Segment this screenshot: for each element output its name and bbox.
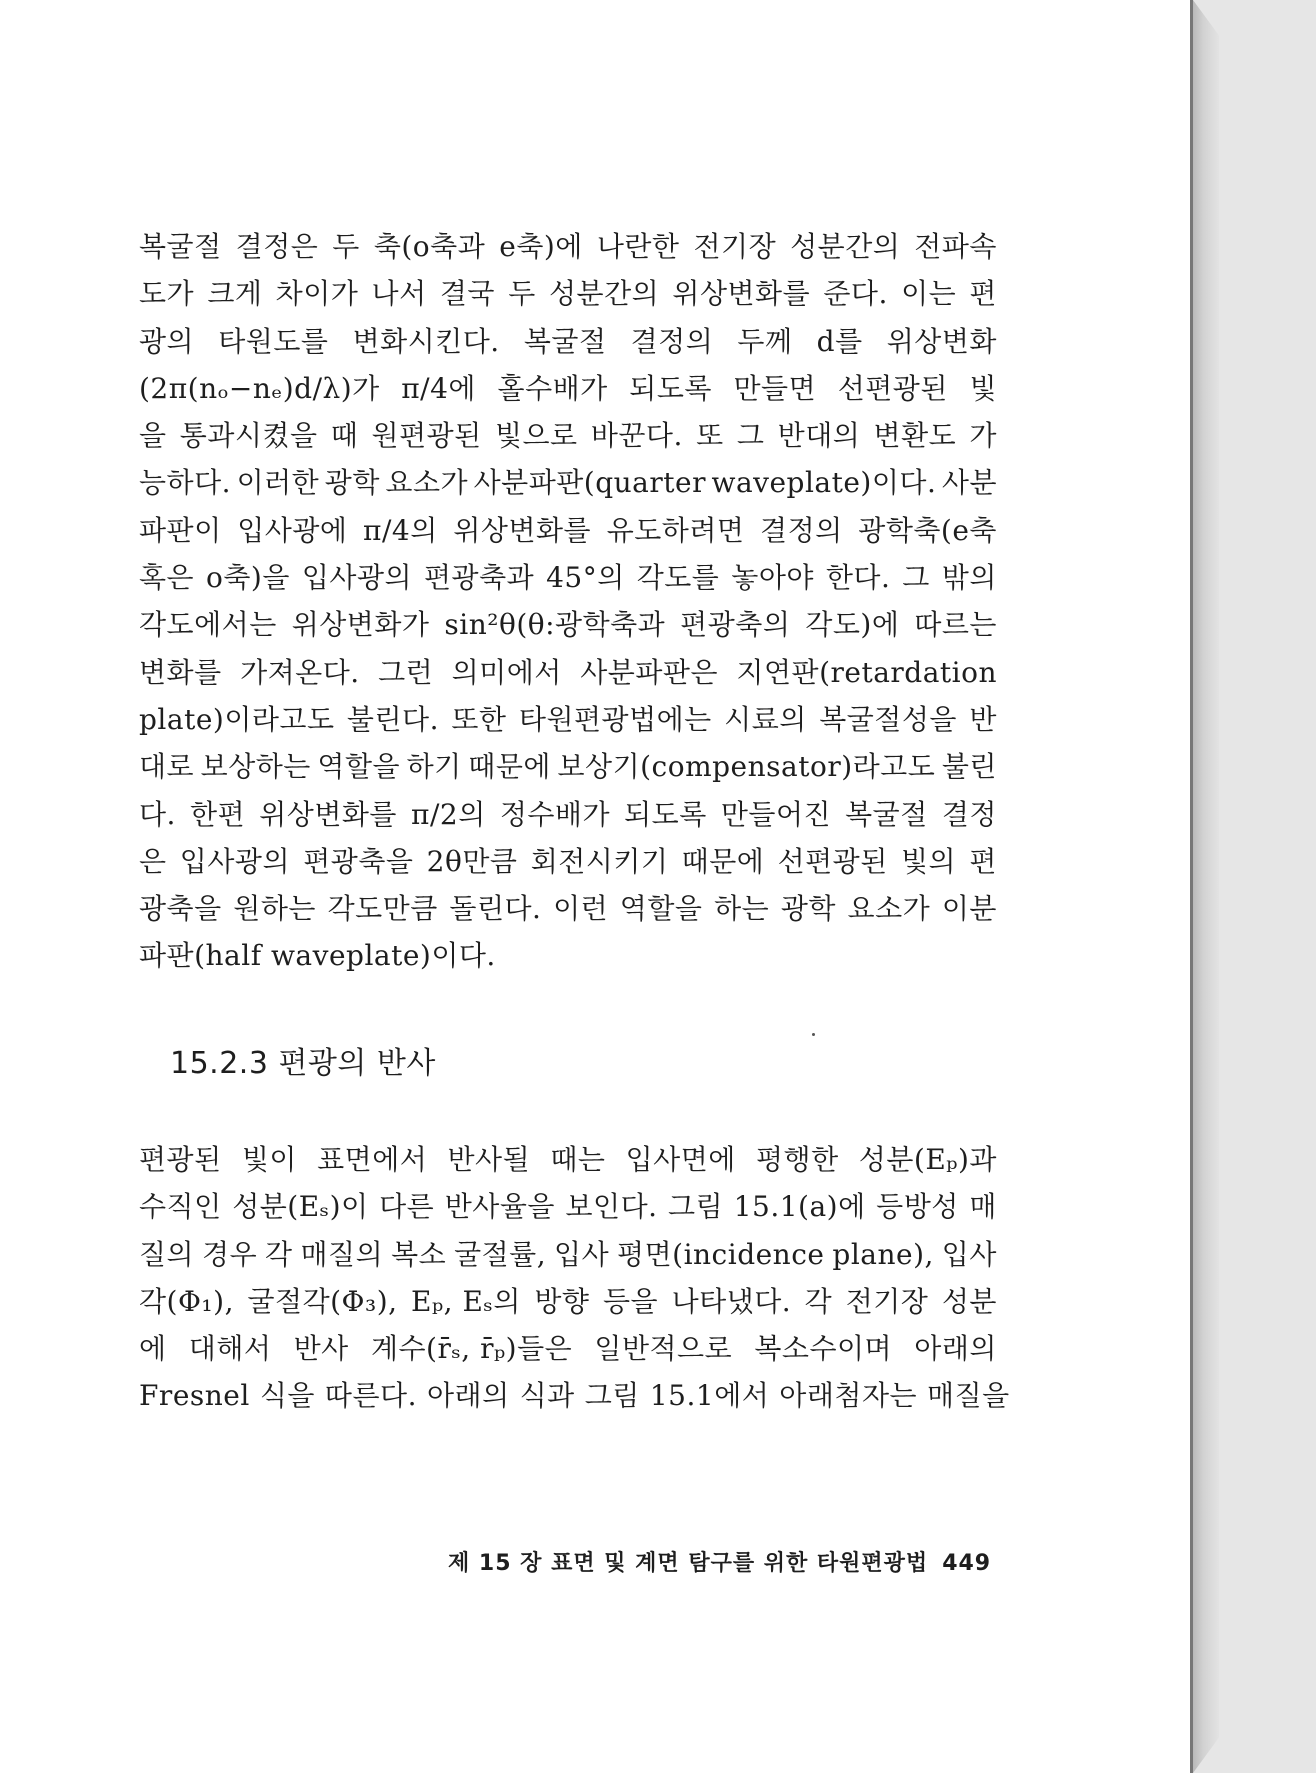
word: 에 [139,1332,167,1366]
word: 반대의 [777,419,861,453]
word: 타원편광법에는 [518,702,712,736]
page-edge-shadow [1193,0,1219,1773]
word: plane), [832,1237,934,1271]
word: 정수배가 [499,797,611,831]
word: 역할을 [317,750,401,784]
word: 위상변화를 [672,277,811,311]
word: 준다. [823,277,888,311]
word: 전파속 [914,230,997,263]
word: 빛 [969,371,997,405]
word: 한다. [825,561,891,595]
word: 일반적으로 [594,1332,733,1366]
word: 질의 [139,1237,195,1271]
word: 복굴절성을 [819,702,957,736]
word: 전기장 [845,1284,929,1318]
word: 하기 [406,750,462,784]
word: 빛의 [901,844,957,878]
word: 표면에서 [317,1143,428,1176]
word: 위상변화를 [453,513,592,547]
word: 아래의 [426,1379,510,1413]
word: 은 [139,844,167,878]
word: 위상변화가 [291,608,430,642]
text-line [139,696,997,743]
word: d를 [816,324,863,358]
word: 되도록 [624,797,707,831]
word: 두 [332,230,360,263]
word: 때문에 [468,750,551,784]
word: 되도록 [629,371,712,405]
word: 보상하는 [200,750,311,784]
word: 두께 [737,324,793,358]
word: 통과시켰을 [179,419,318,453]
word: 그 [736,419,765,453]
word: 한편 [190,797,246,831]
word: 성분 [941,1284,997,1318]
page-footer [448,1546,991,1577]
word: π/4에 [401,371,476,405]
word: 각도)에 [805,608,900,642]
text-line [139,507,997,554]
word: (2π(nₒ−nₑ)d/λ)가 [139,371,380,405]
word: 혹은 [139,561,195,595]
word: 사분파판은 [580,655,718,689]
word: 입사광의 [301,561,413,595]
text-line [139,1183,997,1230]
word: 지연판(retardation [736,655,997,689]
word: waveplate)이다. [711,466,937,500]
word: 평면(incidence [617,1237,825,1271]
word: 성분간의 [790,230,901,263]
word: 결국 [439,277,495,311]
word: 복굴절 [845,797,928,831]
word: 등을 [602,1284,659,1318]
word: 이런 [553,892,609,926]
word: 파판이 [139,513,222,547]
word: 차이가 [275,277,359,311]
word: 대해서 [188,1332,272,1366]
text-line [139,318,997,365]
word: plate)이라고도 [139,702,335,736]
word: 굴절률, [454,1237,547,1271]
text-line [139,365,997,412]
text-line [139,791,997,838]
word: 빛으로 [494,419,578,453]
word: 불린다. [346,702,439,736]
text-line [139,743,997,790]
word: 회전시키기 [530,844,669,878]
word: 바꾼다. [590,419,683,453]
word: 도가 [139,277,195,311]
word: 방향 [534,1284,590,1318]
word: 반사될 [447,1143,531,1176]
word: 하는 [714,892,770,926]
word: 따르는 [914,608,997,642]
word: 이분 [941,892,997,926]
word: 편광축을 [303,844,414,878]
text-line [139,459,997,506]
word: 유도하려면 [606,513,745,547]
word: 반 [969,702,997,736]
word: 가 [969,419,997,453]
word: 복굴절 [139,230,222,263]
word: 대로 [139,750,195,784]
word: 2θ만큼 [426,844,518,878]
word: 때문에 [681,844,765,878]
word: 계수(r̄ₛ, r̄ₚ)들은 [370,1332,573,1366]
word: 놓아야 [731,561,814,595]
word: 밖의 [941,561,997,595]
word: 편광축과 [423,561,535,595]
word: 나서 [371,277,427,311]
word: 광학축(e축 [858,513,997,547]
text-line [139,270,997,317]
word: 파판(half waveplate)이다. [139,939,496,973]
word: 다. [139,797,176,831]
word: 각도에서는 [139,608,277,642]
word: 각도만큼 [327,892,438,926]
word: 을 [139,419,167,453]
word: 45°의 [546,561,625,595]
word: 굴절각(Φ₃), [247,1284,398,1318]
word: 전기장 [693,230,777,263]
word: 15.1(a)에 [733,1190,866,1224]
word: 변화를 [139,655,222,689]
word: 입사면에 [625,1143,736,1176]
paragraph-birefringent-crystal [139,223,997,980]
word: 광학 [324,466,380,500]
word: 때는 [550,1143,606,1176]
word: 가져온다. [240,655,360,689]
text-line [139,412,997,459]
word: 각 [804,1284,833,1318]
word: 성분(Eₚ)과 [858,1143,997,1176]
section-heading: 15.2.3 편광의 반사 [170,1046,436,1081]
word: 복소수이며 [754,1332,893,1366]
word: 결정 [941,797,997,831]
word: 보상기(compensator)라고도 [557,750,936,784]
word: 결정은 [235,230,319,263]
word: 그림 [584,1379,640,1413]
word: π/4의 [363,513,438,547]
word: 나타냈다. [671,1284,792,1318]
word: 불린 [941,750,997,784]
word: 입사광의 [179,844,290,878]
word: 반사 [293,1332,349,1366]
text-line [139,885,997,932]
word: 선편광된 [777,844,888,878]
word: 평행한 [755,1143,839,1176]
word: 또 [696,419,724,453]
text-line [139,223,997,270]
word: 능하다. [139,466,232,500]
word: 위상변화를 [259,797,397,831]
word: 타원도를 [218,324,329,358]
word: 원편광된 [371,419,482,453]
text-line [139,1372,1010,1419]
word: 성분간의 [548,277,660,311]
word: 선편광된 [837,371,948,405]
word: 입사 [941,1237,997,1271]
word: 때 [330,419,359,453]
text-line [139,649,997,696]
word: 광축을 [139,892,222,926]
text-line [139,1136,997,1183]
word: Fresnel [139,1379,250,1413]
word: 변화시킨다. [352,324,500,358]
word: 광학 [780,892,836,926]
word: 광의 [139,324,195,358]
text-line [139,932,997,979]
word: 의미에서 [451,655,562,689]
word: e축)에 [499,230,583,263]
chapter-title: 제 15 장 표면 및 계면 탐구를 위한 타원편광법 [448,1551,929,1576]
paragraph-polarized-reflection [139,1136,1010,1420]
word: 역할을 [619,892,703,926]
word: 크게 [207,277,263,311]
text-line [139,554,997,601]
word: 다른 [379,1190,435,1224]
word: 경우 [202,1237,258,1271]
word: 따른다. [324,1379,417,1413]
word: 등방성 [876,1190,959,1224]
word: Eₚ, Eₛ의 [411,1284,521,1318]
word: 성분(Eₛ)이 [232,1190,369,1224]
word: 식을 [259,1379,315,1413]
word: π/2의 [411,797,486,831]
word: 이러한 [236,466,320,500]
word: 15.1에서 [649,1379,770,1413]
word: 수직인 [139,1190,222,1224]
word: 식과 [519,1379,575,1413]
word: 두 [508,277,536,311]
word: 이는 [901,277,957,311]
word: 결정의 [630,324,714,358]
word: 또한 [451,702,507,736]
word: 축(o축과 [373,230,486,263]
word: 편 [969,277,997,311]
page-number: 449 [942,1551,992,1576]
word: 매질을 [927,1379,1010,1413]
word: 각 [265,1237,293,1271]
word: 복굴절 [523,324,607,358]
word: 아래첨자는 [779,1379,918,1413]
word: 반사율을 [444,1190,555,1224]
word: 편광축의 [680,608,791,642]
word: 그림 [668,1190,724,1224]
word: 편 [969,844,997,878]
word: 나란한 [596,230,680,263]
word: 원하는 [233,892,316,926]
word: 그런 [378,655,434,689]
word: 요소가 [385,466,469,500]
text-line [139,1278,997,1325]
word: 만들어진 [720,797,832,831]
word: 보인다. [565,1190,658,1224]
word: 사분 [941,466,997,500]
word: 위상변화 [886,324,997,358]
word: 복소 [391,1237,447,1271]
text-line [139,1231,997,1278]
text-line [139,838,997,885]
word: 시료의 [724,702,807,736]
word: sin²θ(θ:광학축과 [444,608,666,642]
word: 결정의 [760,513,843,547]
word: 매 [969,1190,997,1224]
word: 홀수배가 [497,371,608,405]
word: 아래의 [914,1332,997,1366]
text-line [139,1325,997,1372]
word: 변환도 [873,419,957,453]
word: 매질의 [300,1237,384,1271]
word: o축)을 [206,561,290,595]
word: 각(Φ₁), [139,1284,234,1318]
word: 돌린다. [449,892,542,926]
word: 편광된 [139,1143,222,1176]
word: 빛이 [241,1143,297,1176]
scan-speck [812,1033,815,1036]
word: 만들면 [733,371,817,405]
word: 입사광에 [237,513,348,547]
word: 요소가 [847,892,931,926]
word: 각도를 [636,561,720,595]
word: 사분파판(quarter [473,466,706,500]
text-line [139,601,997,648]
word: 그 [902,561,930,595]
word: 입사 [554,1237,610,1271]
